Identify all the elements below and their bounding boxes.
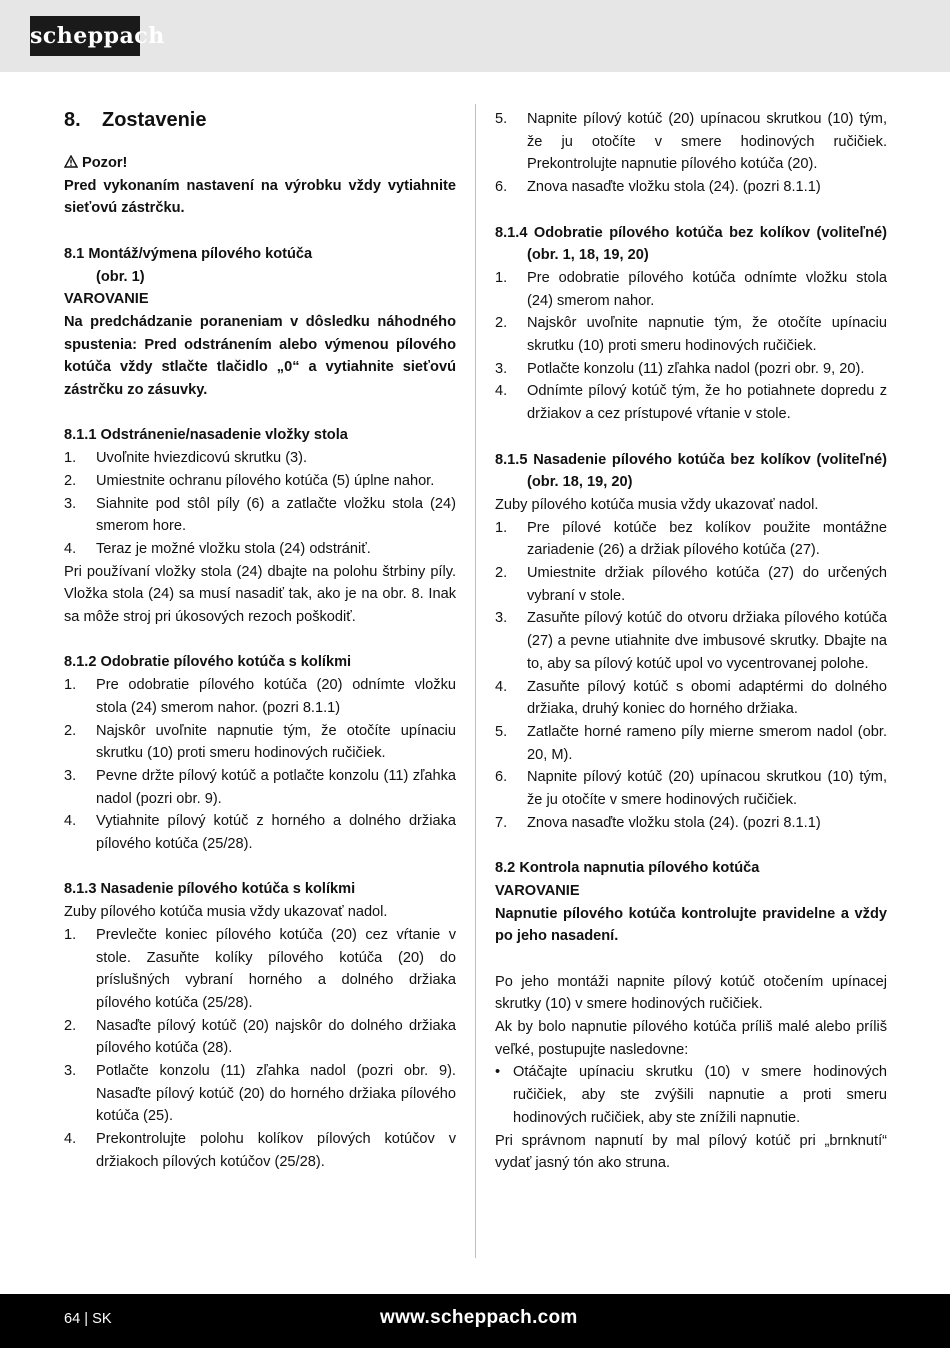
list-item: 1. Prevlečte koniec pílového kotúča (20) cez vŕtanie v stole. Zasuňte kolíky pílového kotúča (20) do príslušných vybraní horného a dolného držiaka pílového kotúča (25/28). [64, 926, 456, 1011]
bullet-list [495, 1061, 887, 1129]
list-item: 2. Nasaďte pílový kotúč (20) najskôr do dolného držiaka pílového kotúča (28). [64, 1017, 456, 1057]
intro-text: Zuby pílového kotúča musia vždy ukazovať nadol. [495, 496, 819, 513]
steps-8-1-3-continued [495, 108, 887, 199]
list-item: 5. Napnite pílový kotúč (20) upínacou skrutkou (10) tým, že ju otočíte v smere hodinových ručičiek. Prekontrolujte napnutie pílového kotúča (20). [495, 111, 887, 173]
list-item: 2. Umiestnite držiak pílového kotúča (27) do určených vybraní v stole. [495, 565, 887, 604]
section-heading: 8. Zostavenie [64, 109, 207, 131]
list-item: 4. Odnímte pílový kotúč tým, že ho potiahnete dopredu z držiakov a cez prístupové vŕtanie v stole. [495, 383, 887, 423]
left-column [64, 108, 456, 1174]
list-item: 4. Vytiahnite pílový kotúč z horného a dolného držiaka pílového kotúča (25/28). [64, 813, 456, 853]
paragraph: Pri správnom napnutí by mal pílový kotúč pri „brnknutí“ vydať jasný tón ako struna. [495, 1132, 887, 1172]
caution-heading: Pozor! [64, 152, 456, 175]
list-item: 1. Pre pílové kotúče bez kolíkov použite montážne zariadenie (26) a držiak pílového kotúča (27). [495, 519, 887, 559]
note-text: Pri používaní vložky stola (24) dbajte na polohu štrbiny píly. Vložka stola (24) sa musí nasadiť tak, ako je na obr. 8. Inak sa môže stroj pri úkosových rezoch poškodiť. [64, 563, 456, 626]
list-item: 3. Potlačte konzolu (11) zľahka nadol (pozri obr. 9). Nasaďte pílový kotúč (20) do horného držiaka pílového kotúča (25). [64, 1063, 456, 1125]
list-item: 2. Najskôr uvoľnite napnutie tým, že otočíte upínaciu skrutku (10) proti smeru hodinových ručičiek. [64, 722, 456, 762]
list-item: 7. Znova nasaďte vložku stola (24). (pozri 8.1.1) [495, 814, 821, 831]
steps-8-1-3 [64, 924, 456, 1174]
subsection-8-1-3-title: 8.1.3 Nasadenie pílového kotúča s kolíkmi [64, 881, 356, 898]
list-item: 3. Potlačte konzolu (11) zľahka nadol (pozri obr. 9, 20). [495, 360, 865, 377]
list-item: 4. Teraz je možné vložku stola (24) odstrániť. [64, 540, 371, 557]
steps-8-1-4 [495, 267, 887, 426]
subsection-8-1-5-title: 8.1.5 Nasadenie pílového kotúča bez kolíkov (voliteľné) (obr. 18, 19, 20) [495, 451, 887, 491]
list-item: 1. Pre odobratie pílového kotúča (20) odnímte vložku stola (24) smerom nahor. (pozri 8.1.1) [64, 677, 456, 716]
list-item: 3. Zasuňte pílový kotúč do otvoru držiaka pílového kotúča (27) a pevne utiahnite dve imbusové skrutky. Dbajte na to, aby sa pílový kotúč upol vo vycentrovanej polohe. [495, 610, 887, 672]
list-item: 2. Umiestnite ochranu pílového kotúča (5) úplne nahor. [64, 472, 435, 489]
intro-text: Zuby pílového kotúča musia vždy ukazovať nadol. [64, 904, 388, 921]
footer-bar [0, 1294, 950, 1348]
right-column [495, 108, 887, 1175]
list-item: 3. Pevne držte pílový kotúč a potlačte konzolu (11) zľahka nadol (pozri obr. 9). [64, 767, 456, 807]
list-item: 4. Prekontrolujte polohu kolíkov pílových kotúčov v držiakoch pílových kotúčov (25/28). [64, 1131, 456, 1170]
warning-text: Napnutie pílového kotúča kontrolujte pravidelne a vždy po jeho nasadení. [495, 905, 887, 945]
header-bar [0, 0, 950, 72]
list-item: 1. Pre odobratie pílového kotúča odnímte vložku stola (24) smerom nahor. [495, 269, 887, 309]
steps-8-1-5 [495, 517, 887, 835]
page-number: 64 | SK [64, 1311, 112, 1327]
warning-triangle-icon [64, 155, 78, 168]
subsection-8-1-title: 8.1 Montáž/výmena pílového kotúča (obr. 1) [64, 245, 313, 285]
subsection-8-1-2-title: 8.1.2 Odobratie pílového kotúča s kolíkmi [64, 654, 352, 671]
subsection-8-1-1-title: 8.1.1 Odstránenie/nasadenie vložky stola [64, 427, 348, 444]
subsection-8-2-title: 8.2 Kontrola napnutia pílového kotúča [495, 860, 760, 877]
list-item: 1. Uvoľnite hviezdicovú skrutku (3). [64, 450, 308, 467]
list-item: 2. Najskôr uvoľnite napnutie tým, že otočíte upínaciu skrutku (10) proti smeru hodinových ručičiek. [495, 315, 887, 355]
paragraph: Po jeho montáži napnite pílový kotúč otočením upínacej skrutky (10) v smere hodinových ručičiek. [495, 973, 887, 1013]
steps-8-1-2 [64, 674, 456, 856]
list-item: 6. Napnite pílový kotúč (20) upínacou skrutkou (10) tým, že ju otočíte v smere hodinových ručičiek. [495, 769, 887, 809]
subsection-8-1-4-title: 8.1.4 Odobratie pílového kotúča bez kolíkov (voliteľné) (obr. 1, 18, 19, 20) [495, 224, 887, 264]
caution-text: Pred vykonaním nastavení na výrobku vždy vytiahnite sieťovú zástrčku. [64, 177, 456, 217]
warning-text: Na predchádzanie poraneniam v dôsledku náhodného spustenia: Pred odstránením alebo výmenou pílového kotúča vždy stlačte tlačidlo „0“ a vytiahnite sieťovú zástrčku zo zásuvky. [64, 313, 456, 399]
list-item: 3. Siahnite pod stôl píly (6) a zatlačte vložku stola (24) smerom hore. [64, 495, 456, 535]
list-item: 4. Zasuňte pílový kotúč s obomi adaptérmi do dolného držiaka, druhý koniec do horného držiaka. [495, 678, 887, 718]
list-item: • Otáčajte upínaciu skrutku (10) v smere hodinových ručičiek, aby ste zvýšili napnutie a proti smeru hodinových ručičiek, aby ste znížili napnutie. [495, 1064, 887, 1126]
paragraph: Ak by bolo napnutie pílového kotúča príliš malé alebo príliš veľké, postupujte nasledovne: [495, 1019, 887, 1058]
steps-8-1-1 [64, 447, 456, 561]
website-link[interactable]: www.scheppach.com [380, 1307, 578, 1328]
column-divider [475, 104, 476, 1258]
brand-logo: scheppach [30, 16, 140, 56]
list-item: 5. Zatlačte horné rameno píly mierne smerom nadol (obr. 20, M). [495, 723, 887, 763]
warning-label: VAROVANIE [64, 291, 149, 308]
warning-label: VAROVANIE [495, 882, 580, 899]
list-item: 6. Znova nasaďte vložku stola (24). (pozri 8.1.1) [495, 179, 821, 196]
